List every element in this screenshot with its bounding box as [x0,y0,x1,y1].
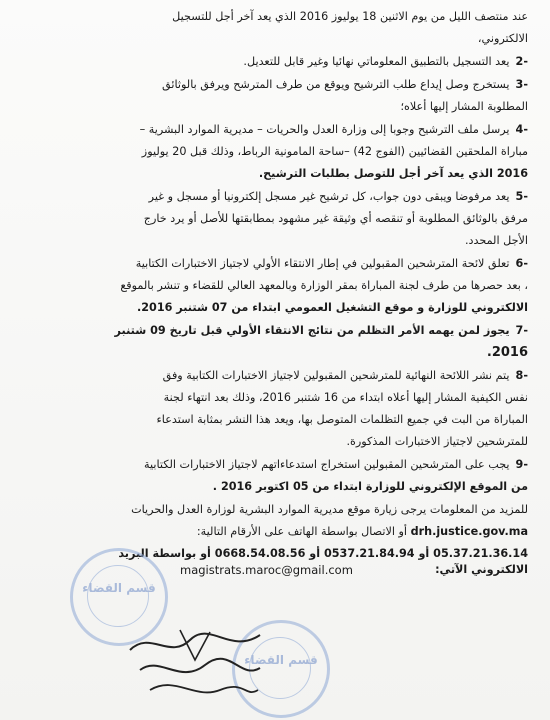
item-9-number: -9 [515,458,528,471]
item-8-line-3: المباراة من البت في جميع التظلمات المتوصل بها، ويعد هذا النشر بمثابة استدعاء [156,413,528,426]
signature-scribble [120,620,270,710]
item-9-line-1: يجب على المترشحين المقبولين استخراج استدعاءاتهم لاجتياز الاختبارات الكتابية [144,458,510,471]
item-4-line-3: 2016 الذي يعد آخر أجل للتوصل بطلبات الترشيح. [258,167,528,180]
item-3-number: -3 [515,78,528,91]
item-5-number: -5 [515,190,528,203]
item-7 [22,320,528,364]
item-8-line-4: للمترشحين لاجتياز الاختبارات المذكورة. [346,435,528,448]
item-3 [22,74,528,118]
item-4-number: -4 [515,123,528,136]
item-9-line-2: من الموقع الإلكتروني للوزارة ابتداء من 05 اكتوبر 2016 . [212,480,528,493]
item-2 [22,51,528,73]
item-5-line-3: الأجل المحدد. [464,234,528,247]
item-6-line-3: الالكتروني للوزارة و موقع التشغيل العمومي ابتداء من 07 شتنبر 2016. [137,301,528,314]
phone-numbers: 05.37.21.36.14 أو 0537.21.84.94 أو 0668.54.08.56 أو بواسطة البريد [118,547,528,560]
document-body [22,6,528,566]
right-stamp-text: قسم القضاء [244,653,318,667]
item-6 [22,253,528,319]
item-1-line-1: عند منتصف الليل من يوم الاثنين 18 يوليوز 2016 الذي يعد آخر أجل للتسجيل [172,10,528,23]
item-9 [22,454,528,498]
item-5 [22,186,528,252]
item-4 [22,119,528,185]
item-7-number: -7 [515,324,528,337]
item-2-text: يعد التسجيل بالتطبيق المعلوماتي نهائيا وغير قابل للتعديل. [243,55,510,68]
item-4-line-1: يرسل ملف الترشيح وجوبا إلى وزارة العدل والحريات – مديرية الموارد البشرية – [139,123,510,136]
info-line-1: للمزيد من المعلومات يرجى زيارة موقع مديرية الموارد البشرية لوزارة العدل والحريات [131,503,528,516]
item-4-line-2: مباراة الملحقين القضائيين (الفوج 42) –ساحة المامونية الرباط، وذلك قبل 20 يوليوز [141,145,528,158]
item-1-continuation [22,6,528,50]
left-stamp-text: قسم القضاء [82,581,156,595]
item-6-line-2: ، بعد حصرها من طرف لجنة المباراة بمقر الوزارة وبالمعهد العالي للقضاء و تنشر بالموقع [120,279,528,292]
item-8-line-1: يتم نشر اللائحة النهائية للمترشحين المقبولين لاجتياز الاختبارات الكتابية وفق [162,369,510,382]
item-5-line-1: يعد مرفوضا ويبقى دون جواب، كل ترشيح غير مسجل إلكترونيا أو مسجل و غير [148,190,510,203]
item-6-number: -6 [515,257,528,270]
item-1-line-2: الالكتروني، [477,32,528,45]
item-8-number: -8 [515,369,528,382]
item-2-number: -2 [515,55,528,68]
website-link[interactable]: drh.justice.gov.ma [410,525,528,538]
item-8 [22,365,528,453]
item-3-line-1: يستخرج وصل إيداع طلب الترشيح ويوقع من طرف المترشح ويرفق بالوثائق [162,78,510,91]
item-5-line-2: مرفق بالوثائق المطلوبة أو تنقصه أي وثيقة غير مشهود بمطابقتها للأصل أو يرد خارج [143,212,528,225]
item-7-line-2: 2016. [486,345,528,360]
email-label: الالكتروني الآتي: [435,563,528,576]
item-8-line-2: نفس الكيفية المشار إليها أعلاه ابتداء من 16 شتنبر 2016، وذلك بعد انتهاء لجنة [163,391,528,404]
item-7-line-1: يجوز لمن يهمه الأمر التظلم من نتائج الانتقاء الأولي قبل تاريخ 09 شتنبر [114,324,510,337]
item-3-line-2: المطلوبة المشار إليها أعلاه؛ [400,100,528,113]
email-address[interactable]: magistrats.maroc@gmail.com [180,563,353,577]
item-6-line-1: تعلق لائحة المترشحين المقبولين في إطار الانتقاء الأولي لاجتياز الاختبارات الكتابية [135,257,510,270]
info-line-2: أو الاتصال بواسطة الهاتف على الأرقام التالية: [196,525,408,538]
